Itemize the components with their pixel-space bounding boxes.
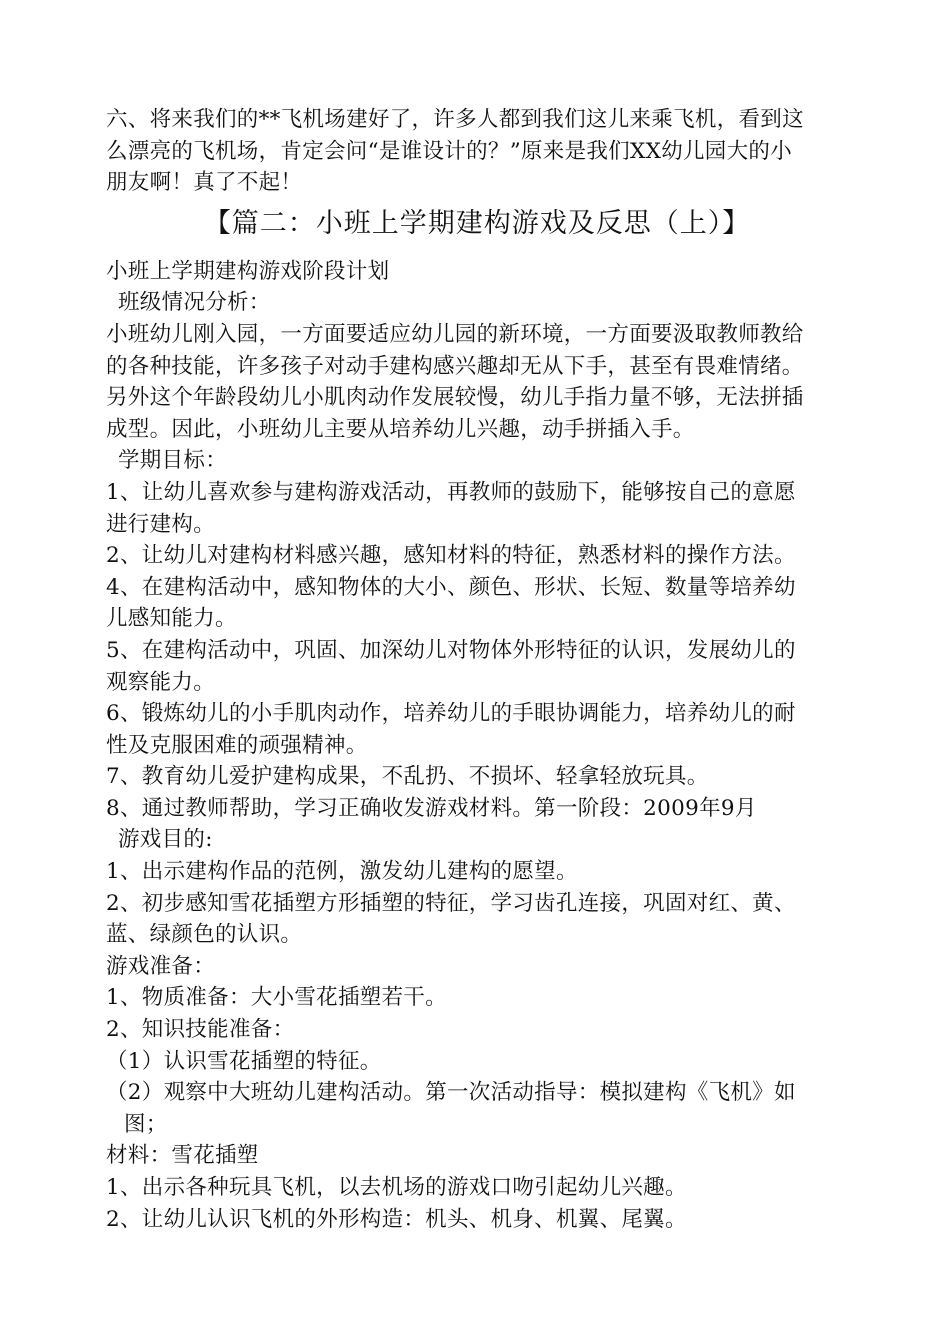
materials-line: 1、出示各种玩具飞机，以去机场的游戏口吻引起幼儿兴趣。 (106, 1175, 687, 1200)
semester-goal-line: 进行建构。 (106, 511, 216, 537)
semester-goal-line: 8、通过教师帮助，学习正确收发游戏材料。第一阶段：2009年9月 (106, 795, 757, 821)
semester-goal-line: 2、让幼儿对建构材料感兴趣，感知材料的特征，熟悉材料的操作方法。 (106, 543, 796, 569)
game-purpose-line: 蓝、绿颜色的认识。 (106, 922, 303, 948)
semester-goals-heading: 学期目标： (118, 448, 228, 474)
game-prep-line: 1、物质准备：大小雪花插塑若干。 (106, 985, 447, 1011)
class-analysis-line: 的各种技能，许多孩子对动手建构感兴趣却无从下手，甚至有畏难情绪。 (106, 353, 804, 379)
document-page (106, 104, 858, 1235)
semester-goal-line: 4、在建构活动中，感知物体的大小、颜色、形状、长短、数量等培养幼 (106, 574, 796, 600)
game-purpose-line: 2、初步感知雪花插塑方形插塑的特征，学习齿孔连接，巩固对红、黄、 (106, 890, 796, 916)
section-title: 【篇二：小班上学期建构游戏及反思（上）】 (203, 207, 751, 239)
class-analysis-line: 另外这个年龄段幼儿小肌肉动作发展较慢，幼儿手指力量不够，无法拼插 (106, 385, 804, 411)
semester-goal-line: 1、让幼儿喜欢参与建构游戏活动，再教师的鼓励下，能够按自己的意愿 (106, 479, 796, 505)
plan-title: 小班上学期建构游戏阶段计划 (106, 258, 390, 284)
semester-goal-line: 儿感知能力。 (106, 606, 237, 632)
game-purpose-heading: 游戏目的: (118, 827, 213, 853)
materials-heading: 材料：雪花插塑 (106, 1143, 259, 1169)
class-analysis-line: 小班幼儿刚入园，一方面要适应幼儿园的新环境，一方面要汲取教师教给 (106, 321, 804, 347)
semester-goal-line: 7、教育幼儿爱护建构成果，不乱扔、不损坏、轻拿轻放玩具。 (106, 764, 709, 790)
intro-line-1: 六、将来我们的**飞机场建好了，许多人都到我们这儿来乘飞机，看到这 (106, 107, 804, 132)
game-prep-line: （1）认识雪花插塑的特征。 (106, 1048, 382, 1074)
class-analysis-heading: 班级情况分析： (118, 290, 271, 316)
intro-line-3: 朋友啊！真了不起！ (106, 170, 303, 196)
semester-goal-line: 6、锻炼幼儿的小手肌肉动作，培养幼儿的手眼协调能力，培养幼儿的耐 (106, 701, 796, 727)
semester-goal-line: 5、在建构活动中，巩固、加深幼儿对物体外形特征的认识，发展幼儿的 (106, 637, 796, 663)
intro-line-2: 么漂亮的飞机场，肯定会问“是谁设计的？”原来是我们XX幼儿园大的小 (106, 138, 792, 164)
game-prep-line: （2）观察中大班幼儿建构活动。第一次活动指导：模拟建构《飞机》如 (106, 1080, 796, 1106)
semester-goal-line: 观察能力。 (106, 669, 216, 695)
game-purpose-line: 1、出示建构作品的范例，激发幼儿建构的愿望。 (106, 859, 578, 885)
game-prep-line: 图； (124, 1111, 168, 1137)
class-analysis-line: 成型。因此，小班幼儿主要从培养幼儿兴趣，动手拼插入手。 (106, 416, 695, 442)
materials-line: 2、让幼儿认识飞机的外形构造：机头、机身、机翼、尾翼。 (106, 1206, 687, 1232)
semester-goal-line: 性及克服困难的顽强精神。 (106, 732, 368, 758)
game-prep-heading: 游戏准备： (106, 953, 216, 979)
game-prep-line: 2、知识技能准备： (106, 1017, 295, 1043)
